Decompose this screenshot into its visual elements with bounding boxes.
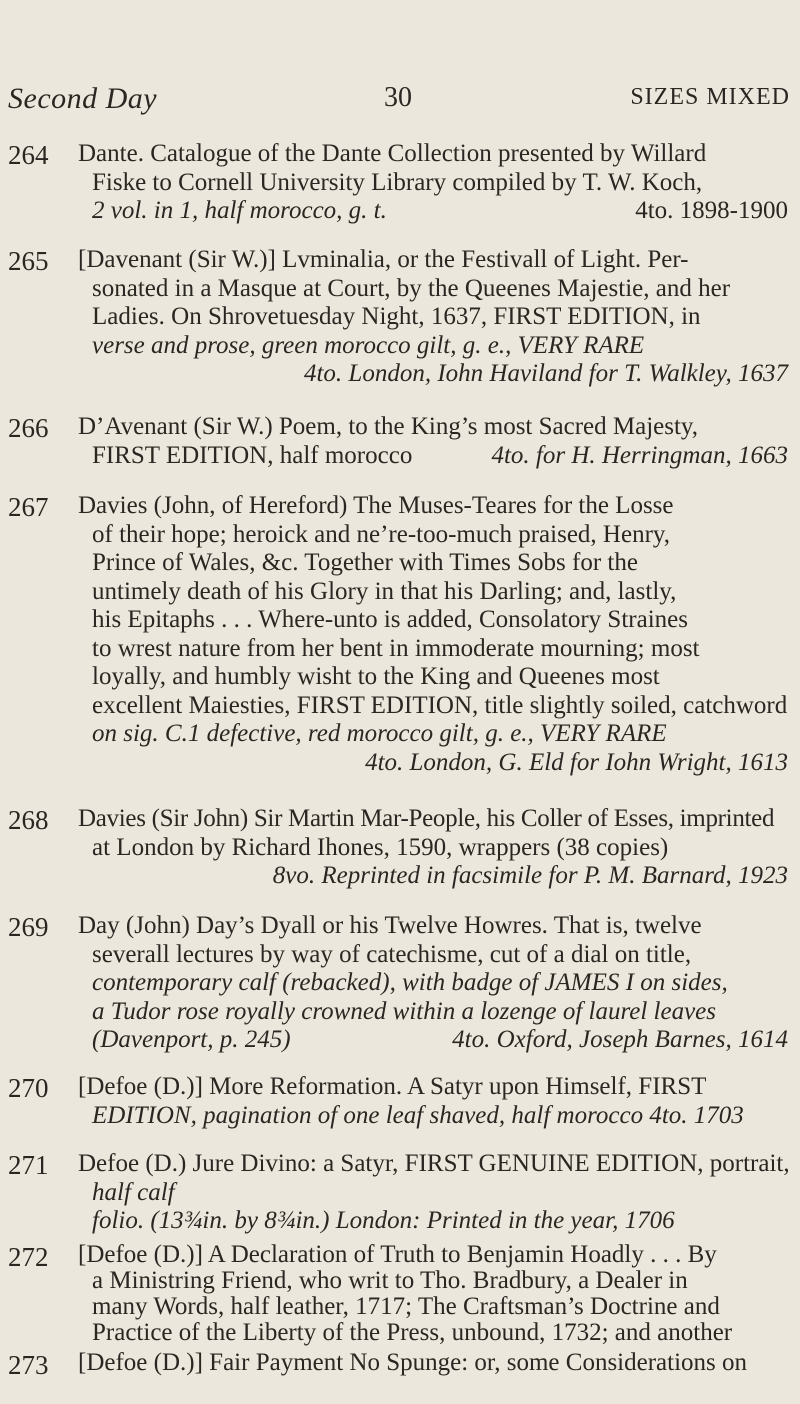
desc-line: verse and prose, green morocco gilt, g. e., VERY RARE bbox=[92, 331, 645, 359]
desc-line: Defoe (D.) Jure Divino: a Satyr, FIRST GENUINE EDITION, portrait, bbox=[78, 1150, 790, 1177]
lot-number: 271 bbox=[8, 1150, 49, 1180]
desc-line: (Davenport, p. 245) 4to. Oxford, Joseph Barnes, 1614 bbox=[92, 1026, 788, 1053]
desc-line: at London by Richard Ihones, 1590, wrappers (38 copies) bbox=[92, 833, 669, 861]
desc-line: 2 vol. in 1, half morocco, g. t. 4to. 1898-1900 bbox=[92, 197, 788, 224]
desc-line: EDITION, pagination of one leaf shaved, half morocco 4to. 1703 bbox=[92, 1101, 744, 1129]
lot-description bbox=[78, 1073, 788, 1130]
desc-line: 4to. London, Iohn Haviland for T. Walkley, 1637 bbox=[303, 360, 788, 387]
desc-line: [Davenant (Sir W.)] Lvminalia, or the Festivall of Light. Per- bbox=[78, 246, 689, 273]
desc-line: of their hope; heroick and ne’re-too-much praised, Henry, bbox=[92, 520, 671, 548]
lot-number: 264 bbox=[8, 140, 49, 170]
desc-line: [Defoe (D.)] More Reformation. A Satyr upon Himself, FIRST bbox=[78, 1073, 707, 1100]
lot-number: 273 bbox=[8, 1350, 49, 1380]
desc-line: a Ministring Friend, who writ to Tho. Bradbury, a Dealer in bbox=[92, 1267, 688, 1294]
desc-line: his Epitaphs . . . Where-unto is added, Consolatory Straines bbox=[92, 606, 688, 633]
lot-number: 268 bbox=[8, 805, 49, 835]
lot-description bbox=[78, 492, 788, 777]
desc-line: FIRST EDITION, half morocco 4to. for H. Herringman, 1663 bbox=[92, 441, 788, 469]
lot-description bbox=[78, 413, 788, 470]
lot-description bbox=[78, 805, 788, 891]
lot-number: 265 bbox=[8, 246, 49, 276]
page-header bbox=[0, 82, 800, 122]
lot-number: 269 bbox=[8, 912, 49, 942]
desc-line: D’Avenant (Sir W.) Poem, to the King’s most Sacred Majesty, bbox=[78, 413, 699, 440]
desc-line: Practice of the Liberty of the Press, unbound, 1732; and another bbox=[92, 1319, 733, 1346]
desc-line: [Defoe (D.)] Fair Payment No Spunge: or, some Considerations on bbox=[78, 1349, 748, 1376]
page-number: 30 bbox=[384, 82, 412, 113]
desc-line: untimely death of his Glory in that his Darling; and, lastly, bbox=[92, 577, 677, 605]
desc-line: sonated in a Masque at Court, by the Queenes Majestie, and her bbox=[92, 274, 731, 302]
desc-line: 4to. London, G. Eld for Iohn Wright, 1613 bbox=[365, 748, 788, 776]
desc-line: folio. (13¾in. by 8¾in.) London: Printed in the year, 1706 bbox=[92, 1207, 675, 1234]
desc-line: a Tudor rose royally crowned within a lozenge of laurel leaves bbox=[92, 997, 717, 1025]
desc-line: excellent Maiesties, FIRST EDITION, title slightly soiled, catchword bbox=[92, 691, 788, 719]
desc-line: Davies (John, of Hereford) The Muses-Teares for the Losse bbox=[78, 492, 674, 519]
lot-description bbox=[78, 1350, 788, 1376]
lot-number: 272 bbox=[8, 1242, 49, 1272]
overflow-lines bbox=[78, 1346, 788, 1347]
lot-number: 267 bbox=[8, 492, 49, 522]
desc-line: Ladies. On Shrovetuesday Night, 1637, FIRST EDITION, in bbox=[92, 303, 701, 330]
lot-description bbox=[78, 1150, 788, 1236]
lot-number: 266 bbox=[8, 413, 49, 443]
desc-line: severall lectures by way of catechisme, cut of a dial on title, bbox=[92, 940, 692, 968]
section-heading: SIZES MIXED bbox=[630, 84, 790, 110]
desc-line: [Defoe (D.)] A Declaration of Truth to Benjamin Hoadly . . . By bbox=[78, 1241, 717, 1268]
lot-description bbox=[78, 246, 788, 389]
desc-line: Day (John) Day’s Dyall or his Twelve Howres. That is, twelve bbox=[78, 912, 702, 939]
desc-line: loyally, and humbly wisht to the King and Queenes most bbox=[92, 663, 660, 690]
desc-line: contemporary calf (rebacked), with badge of JAMES I on sides, bbox=[92, 969, 728, 996]
desc-line bbox=[133, 1346, 531, 1347]
desc-line: Prince of Wales, &c. Together with Times Sobs for the bbox=[92, 549, 638, 576]
desc-line: on sig. C.1 defective, red morocco gilt, g. e., VERY RARE bbox=[92, 720, 667, 747]
day-heading: Second Day bbox=[8, 82, 158, 115]
lot-number: 270 bbox=[8, 1073, 49, 1103]
desc-line: Fiske to Cornell University Library compiled by T. W. Koch, bbox=[92, 168, 703, 196]
desc-line: many Words, half leather, 1717; The Craftsman’s Doctrine and bbox=[92, 1293, 720, 1320]
desc-line: half calf bbox=[92, 1178, 175, 1206]
lot-description bbox=[78, 912, 788, 1055]
desc-line: to wrest nature from her bent in immoderate mourning; most bbox=[92, 634, 700, 662]
desc-line: Davies (Sir John) Sir Martin Mar-People, his Coller of Esses, imprinted bbox=[78, 805, 775, 832]
lot-description bbox=[78, 140, 788, 226]
desc-line: 8vo. Reprinted in facsimile for P. M. Barnard, 1923 bbox=[272, 862, 788, 889]
lot-description bbox=[78, 1242, 788, 1346]
desc-line: Dante. Catalogue of the Dante Collection presented by Willard bbox=[78, 140, 707, 167]
desc-line bbox=[78, 1346, 129, 1347]
